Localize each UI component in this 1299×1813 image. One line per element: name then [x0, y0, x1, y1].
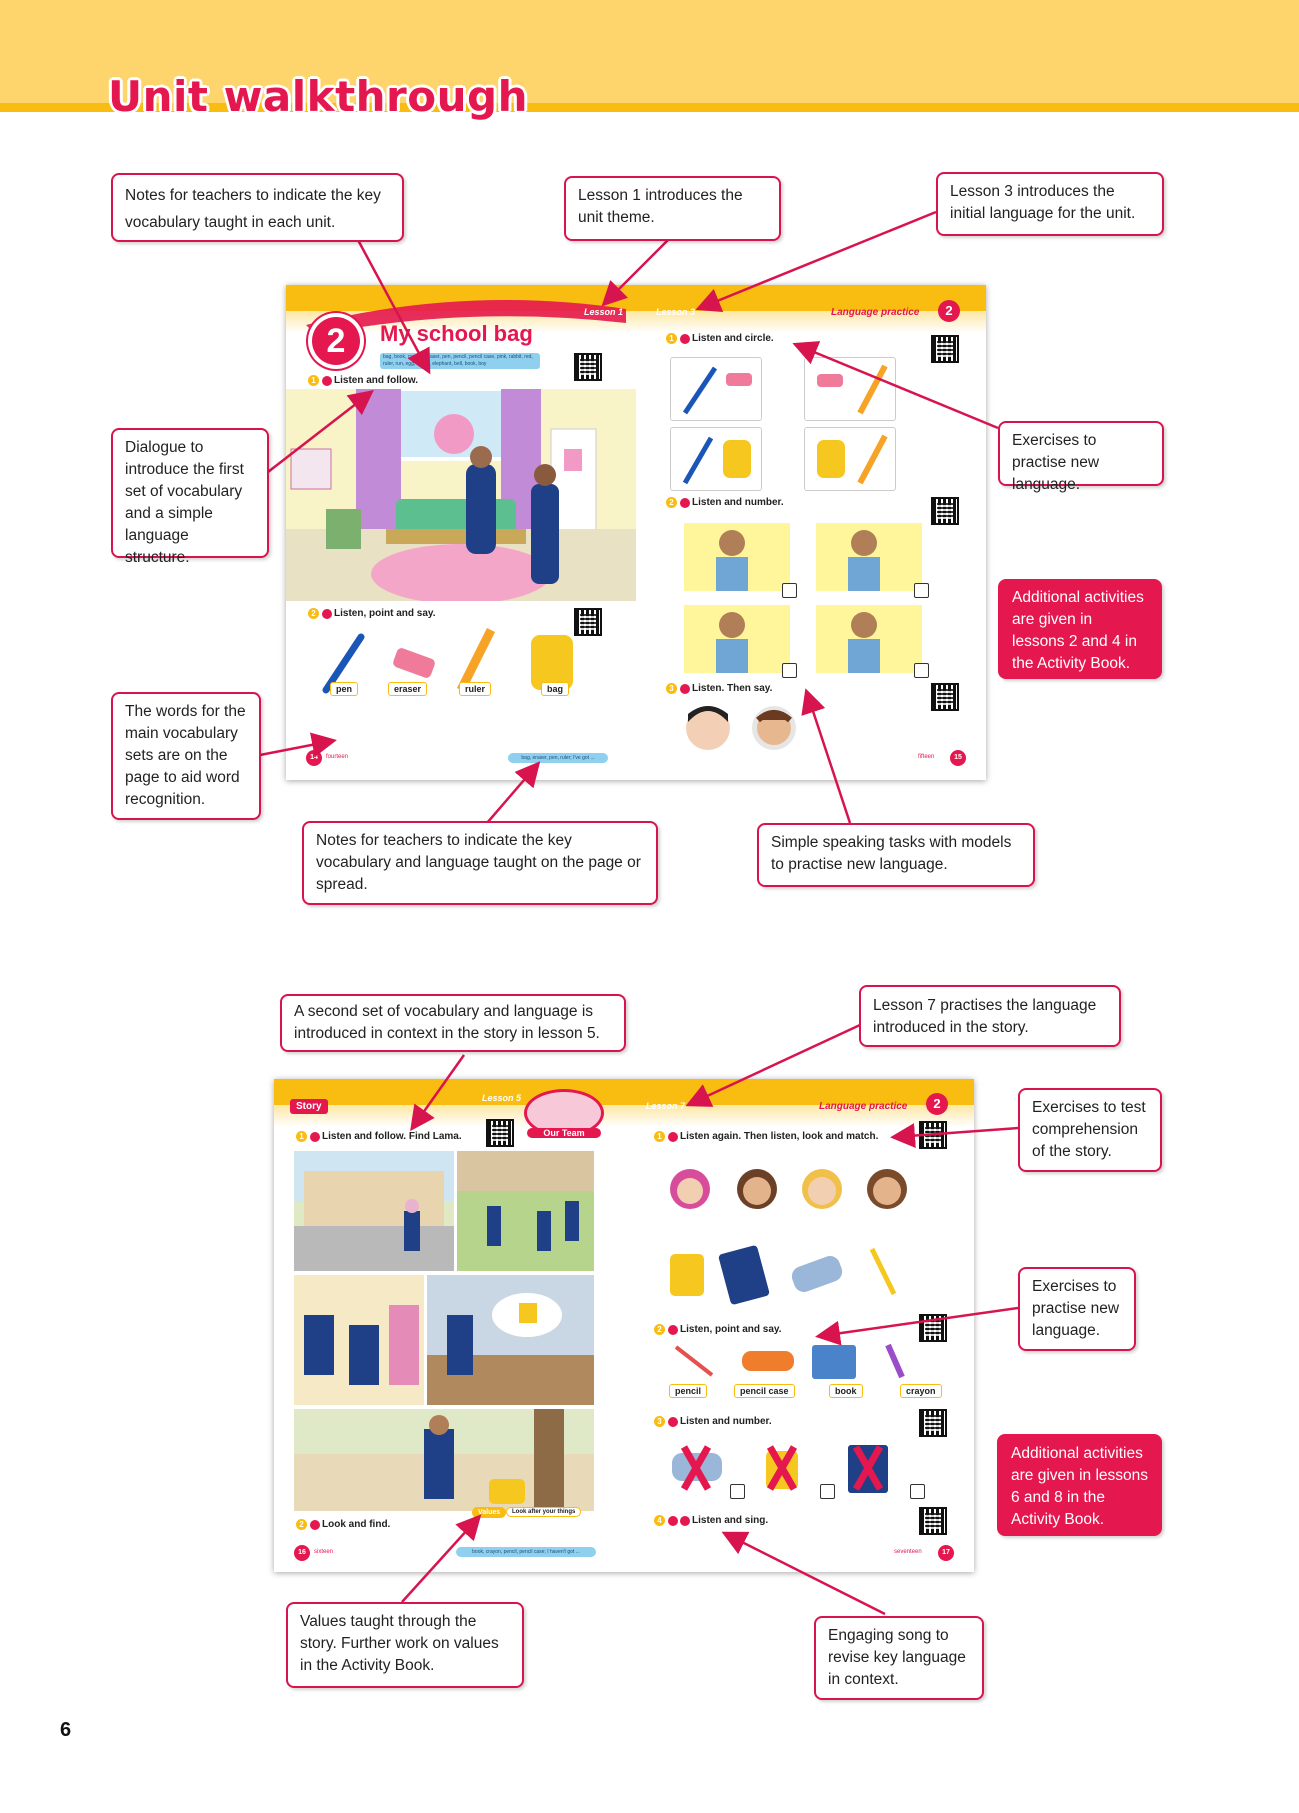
- page-word-left: fourteen: [326, 754, 349, 760]
- page-word-right: seventeen: [894, 1549, 922, 1555]
- key-language-strip: bag, eraser, pen, ruler; I've got ...: [508, 753, 608, 763]
- page-title: Unit walkthrough: [108, 72, 528, 121]
- page-word-left: sixteen: [314, 1549, 334, 1555]
- callout-additional-activities-2-4: Additional activities are given in lessons 2 and 4 in the Activity Book.: [998, 579, 1162, 679]
- exercise-listen-look-match: 1 Listen again. Then listen, look and match.: [654, 1131, 894, 1143]
- girl-picture-a: [684, 523, 790, 591]
- headphones-icon: [680, 334, 690, 344]
- exercise-listen-follow: 1 Listen and follow.: [308, 375, 418, 386]
- headphones-icon: [322, 609, 332, 619]
- checkbox-a[interactable]: [730, 1484, 745, 1499]
- callout-exercises-practise-2: Exercises to practise new language.: [1018, 1267, 1136, 1351]
- unit-number-badge: 2: [926, 1093, 948, 1115]
- picture-card-1: [670, 357, 762, 421]
- headphones-icon: [322, 376, 332, 386]
- callout-lesson7: Lesson 7 practises the language introduced in the story.: [859, 985, 1121, 1047]
- checkbox-a[interactable]: [782, 583, 797, 598]
- checkbox-c[interactable]: [910, 1484, 925, 1499]
- page-number-right: 17: [938, 1545, 954, 1561]
- pencil-icon: [310, 1520, 320, 1530]
- callout-second-set: A second set of vocabulary and language is introduced in context in the story in lesson 5.: [280, 994, 626, 1052]
- callout-song: Engaging song to revise key language in context.: [814, 1616, 984, 1700]
- qr-code: [919, 1409, 947, 1437]
- checkbox-b[interactable]: [820, 1484, 835, 1499]
- callout-exercises-practise: Exercises to practise new language.: [998, 421, 1164, 486]
- character-faces: [662, 1161, 912, 1221]
- our-team-badge: Our Team: [524, 1089, 604, 1137]
- checkbox-b[interactable]: [914, 583, 929, 598]
- qr-code: [486, 1119, 514, 1147]
- headphones-icon: [668, 1516, 678, 1526]
- headphones-icon: [680, 684, 690, 694]
- qr-code: [574, 353, 602, 381]
- bedroom-illustration: [286, 389, 636, 601]
- vocab-notes-strip: bag, book, crayon, eraser, pen, pencil, pencil case, pink, rabbit, red, ruler, run, egg, elbow, elephant, bell, book, boy: [380, 353, 540, 369]
- exercise-look-find: 2 Look and find.: [296, 1519, 390, 1530]
- word-label-pen: pen: [330, 682, 358, 696]
- qr-code: [931, 683, 959, 711]
- callout-lesson3-language: Lesson 3 introduces the initial language for the unit.: [936, 172, 1164, 236]
- page-word-right: fifteen: [918, 754, 935, 760]
- music-note-icon: [680, 1516, 690, 1526]
- headphones-icon: [310, 1132, 320, 1142]
- exercise-listen-follow-find: 1 Listen and follow. Find Lama.: [296, 1131, 462, 1142]
- exercise-listen-point-say-2: 2 Listen, point and say.: [654, 1324, 782, 1335]
- spread-story: [274, 1079, 974, 1572]
- story-panel-4: [427, 1275, 594, 1405]
- qr-code: [931, 497, 959, 525]
- headphones-icon: [668, 1132, 678, 1142]
- picture-card-4: [804, 427, 896, 491]
- qr-code: [919, 1314, 947, 1342]
- callout-test-comprehension: Exercises to test comprehension of the story.: [1018, 1088, 1162, 1172]
- lesson-7-label: Lesson 7: [646, 1101, 686, 1111]
- picture-card-3: [670, 427, 762, 491]
- page-number-right: 15: [950, 750, 966, 766]
- speaking-children: [684, 700, 814, 755]
- exercise-listen-sing: 4 Listen and sing.: [654, 1515, 768, 1526]
- checkbox-d[interactable]: [914, 663, 929, 678]
- callout-speaking-tasks: Simple speaking tasks with models to practise new language.: [757, 823, 1035, 887]
- vocab-images-2: [662, 1341, 922, 1381]
- key-language-strip: book, crayon, pencil, pencil case; I haven't got ...: [456, 1547, 596, 1557]
- language-practice-label: Language practice: [819, 1101, 908, 1112]
- exercise-listen-number: 2 Listen and number.: [666, 497, 784, 508]
- language-practice-label: Language practice: [831, 307, 920, 318]
- exercise-listen-circle: 1 Listen and circle.: [666, 333, 774, 344]
- girl-picture-d: [816, 605, 922, 673]
- qr-code: [919, 1507, 947, 1535]
- callout-word-labels: The words for the main vocabulary sets are on the page to aid word recognition.: [111, 692, 261, 820]
- callout-key-vocab-notes: Notes for teachers to indicate the key vocabulary taught in each unit.: [111, 173, 404, 242]
- story-panel-1: [294, 1151, 454, 1271]
- headphones-icon: [680, 498, 690, 508]
- page-number: 6: [60, 1719, 72, 1741]
- callout-additional-activities-6-8: Additional activities are given in lessons 6 and 8 in the Activity Book.: [997, 1434, 1162, 1536]
- values-tag: Values: [472, 1507, 506, 1518]
- unit-number-circle: 2: [312, 317, 360, 365]
- crossed-items: [666, 1439, 926, 1499]
- story-panel-3: [294, 1275, 424, 1405]
- lesson-1-label: Lesson 1: [584, 307, 624, 317]
- headphones-icon: [668, 1325, 678, 1335]
- story-panel-2: [457, 1151, 594, 1271]
- qr-code: [931, 335, 959, 363]
- bedroom-scene-illustration: [286, 389, 636, 601]
- word-label-crayon: crayon: [900, 1384, 942, 1398]
- qr-code: [919, 1121, 947, 1149]
- word-label-bag: bag: [541, 682, 569, 696]
- checkbox-c[interactable]: [782, 663, 797, 678]
- school-object-images: [662, 1239, 912, 1309]
- spread-unit-opener: [286, 285, 986, 780]
- page-number-left: 14: [306, 750, 322, 766]
- values-text: Look after your things: [506, 1507, 581, 1517]
- story-panel-5: [294, 1409, 594, 1511]
- callout-lesson1-theme: Lesson 1 introduces the unit theme.: [564, 176, 781, 241]
- callout-values: Values taught through the story. Further work on values in the Activity Book.: [286, 1602, 524, 1688]
- exercise-listen-then-say: 3 Listen. Then say.: [666, 683, 772, 694]
- picture-card-2: [804, 357, 896, 421]
- girl-picture-c: [684, 605, 790, 673]
- callout-dialogue: Dialogue to introduce the first set of vocabulary and a simple language structure.: [111, 428, 269, 558]
- word-label-ruler: ruler: [459, 682, 491, 696]
- callout-notes-page-spread: Notes for teachers to indicate the key vocabulary and language taught on the page or spread.: [302, 821, 658, 905]
- lesson-5-label: Lesson 5: [482, 1093, 522, 1103]
- exercise-listen-number-2: 3 Listen and number.: [654, 1416, 772, 1427]
- word-label-eraser: eraser: [388, 682, 427, 696]
- unit-number-badge: 2: [938, 300, 960, 322]
- word-label-pencil-case: pencil case: [734, 1384, 795, 1398]
- word-label-book: book: [829, 1384, 863, 1398]
- word-label-pencil: pencil: [669, 1384, 707, 1398]
- girl-picture-b: [816, 523, 922, 591]
- exercise-listen-point-say: 2 Listen, point and say.: [308, 608, 436, 619]
- story-tag: Story: [290, 1099, 328, 1114]
- headphones-icon: [668, 1417, 678, 1427]
- lesson-3-label: Lesson 3: [656, 307, 696, 317]
- page-number-left: 16: [294, 1545, 310, 1561]
- unit-title: My school bag: [380, 321, 533, 346]
